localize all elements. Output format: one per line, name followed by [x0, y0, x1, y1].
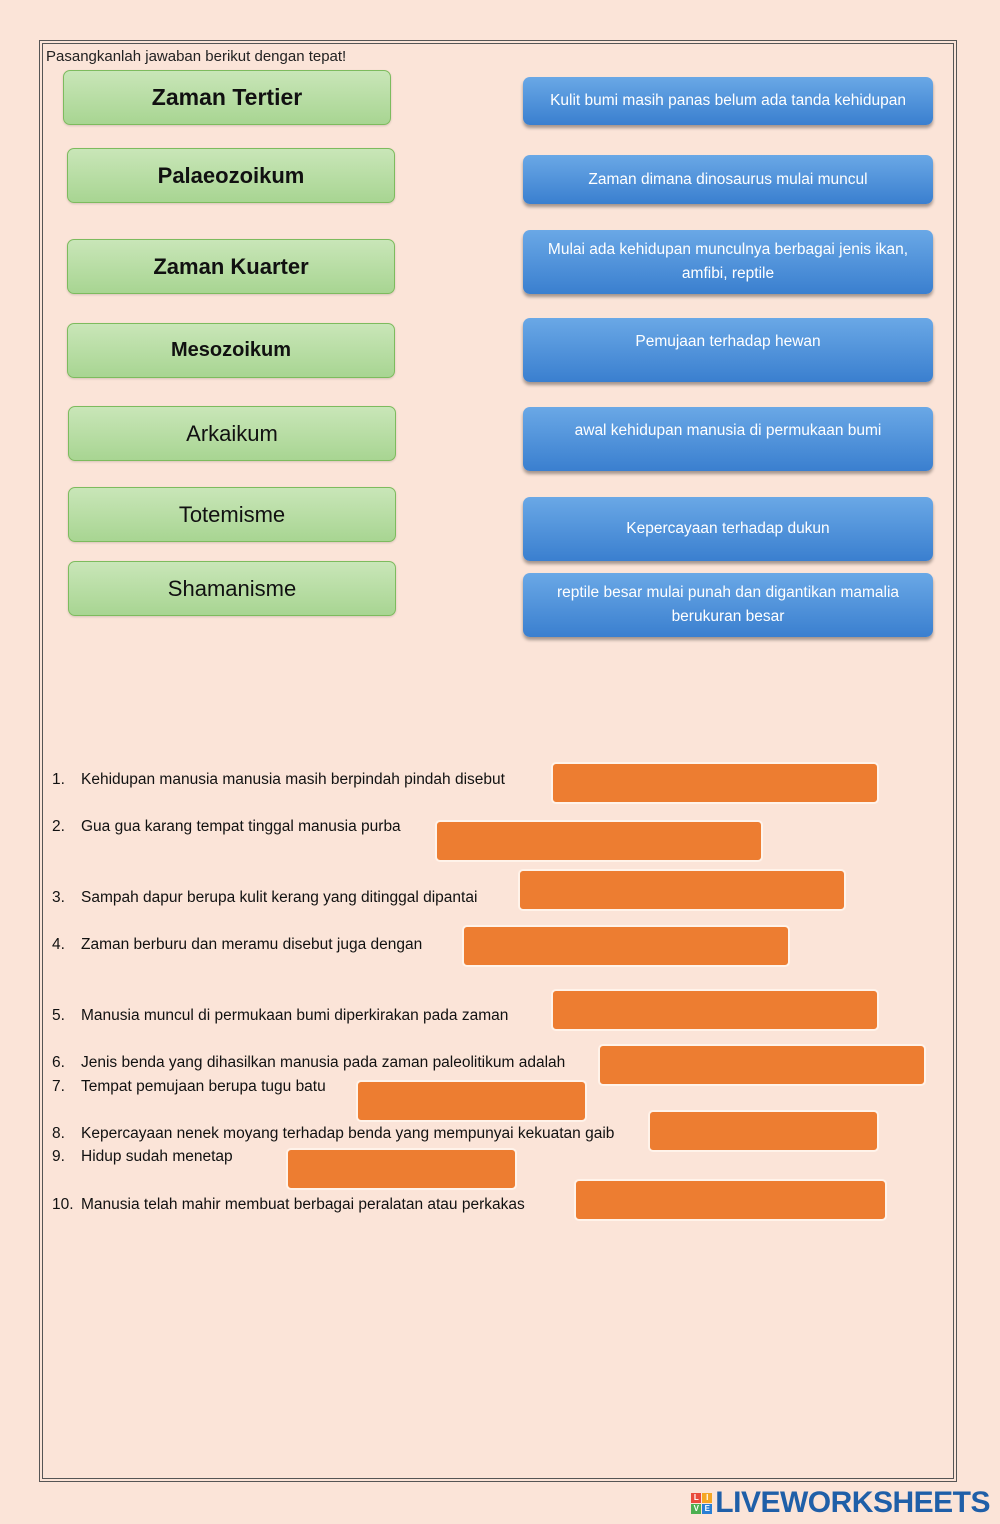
question-text: Hidup sudah menetap [81, 1148, 233, 1165]
answer-input-1[interactable] [551, 762, 879, 804]
answer-input-3[interactable] [518, 869, 846, 911]
question-number: 10. [52, 1196, 74, 1213]
question-text: Kepercayaan nenek moyang terhadap benda yang mempunyai kekuatan gaib [81, 1125, 615, 1142]
answer-input-10[interactable] [574, 1179, 887, 1221]
question-text: Zaman berburu dan meramu disebut juga dengan [81, 936, 423, 953]
answer-input-5[interactable] [551, 989, 879, 1031]
term-palaeozoikum[interactable]: Palaeozoikum [67, 148, 395, 203]
live-grid-icon: L I V E [691, 1493, 712, 1514]
desc-box-1[interactable]: Kulit bumi masih panas belum ada tanda kehidupan [523, 77, 933, 125]
answer-input-2[interactable] [435, 820, 763, 862]
question-number: 9. [52, 1148, 65, 1165]
desc-box-3[interactable]: Mulai ada kehidupan munculnya berbagai jenis ikan, amfibi, reptile [523, 230, 933, 294]
desc-box-2[interactable]: Zaman dimana dinosaurus mulai muncul [523, 155, 933, 204]
question-text: Sampah dapur berupa kulit kerang yang ditinggal dipantai [81, 889, 478, 906]
question-8 [52, 1125, 614, 1143]
answer-input-6[interactable] [598, 1044, 926, 1086]
question-number: 4. [52, 936, 65, 953]
question-2 [52, 818, 401, 836]
term-mesozoikum[interactable]: Mesozoikum [67, 323, 395, 378]
brand-text: LIVEWORKSHEETS [715, 1486, 990, 1519]
question-number: 6. [52, 1054, 65, 1071]
term-zaman-kuarter[interactable]: Zaman Kuarter [67, 239, 395, 294]
question-7 [52, 1078, 326, 1096]
answer-input-8[interactable] [648, 1110, 879, 1152]
desc-box-5[interactable]: awal kehidupan manusia di permukaan bumi [523, 407, 933, 471]
question-3 [52, 889, 477, 907]
question-number: 3. [52, 889, 65, 906]
question-6 [52, 1054, 565, 1072]
question-1 [52, 771, 505, 789]
answer-input-7[interactable] [356, 1080, 587, 1122]
answer-input-9[interactable] [286, 1148, 517, 1190]
question-4 [52, 936, 422, 954]
desc-box-6[interactable]: Kepercayaan terhadap dukun [523, 497, 933, 561]
question-text: Manusia muncul di permukaan bumi diperkirakan pada zaman [81, 1007, 509, 1024]
question-number: 7. [52, 1078, 65, 1095]
term-shamanisme[interactable]: Shamanisme [68, 561, 396, 616]
instruction-text: Pasangkanlah jawaban berikut dengan tepat! [46, 48, 347, 65]
question-text: Jenis benda yang dihasilkan manusia pada zaman paleolitikum adalah [81, 1054, 566, 1071]
question-text: Manusia telah mahir membuat berbagai peralatan atau perkakas [81, 1196, 525, 1213]
term-totemisme[interactable]: Totemisme [68, 487, 396, 542]
question-number: 1. [52, 771, 65, 788]
liveworksheets-logo [691, 1486, 990, 1520]
desc-box-4[interactable]: Pemujaan terhadap hewan [523, 318, 933, 382]
question-text: Kehidupan manusia manusia masih berpindah pindah disebut [81, 771, 505, 788]
question-5 [52, 1007, 508, 1025]
question-text: Gua gua karang tempat tinggal manusia purba [81, 818, 401, 835]
term-arkaikum[interactable]: Arkaikum [68, 406, 396, 461]
question-9 [52, 1148, 233, 1166]
question-10 [52, 1196, 525, 1214]
answer-input-4[interactable] [462, 925, 790, 967]
question-number: 8. [52, 1125, 65, 1142]
question-text: Tempat pemujaan berupa tugu batu [81, 1078, 326, 1095]
term-zaman-tertier[interactable]: Zaman Tertier [63, 70, 391, 125]
desc-box-7[interactable]: reptile besar mulai punah dan digantikan mamalia berukuran besar [523, 573, 933, 637]
question-number: 2. [52, 818, 65, 835]
question-number: 5. [52, 1007, 65, 1024]
